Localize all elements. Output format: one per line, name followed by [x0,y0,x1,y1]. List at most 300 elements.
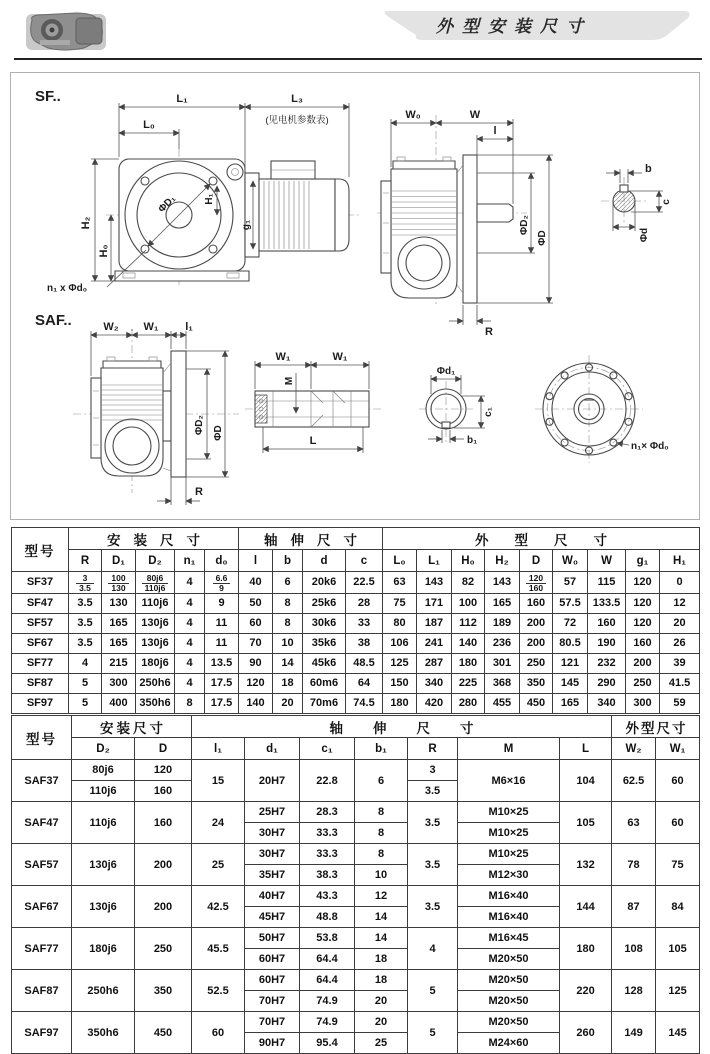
column-header: W₀ [553,550,588,572]
value-cell: 45H7 [245,907,300,928]
sf-front-view-drawing [47,93,359,294]
value-cell: 110j6 [136,593,175,613]
value-cell: 450 [520,693,553,713]
value-cell: 45.5 [192,928,245,970]
value-cell: 11 [205,633,239,653]
value-cell: 33 [346,613,383,633]
column-header: b [273,550,303,572]
value-cell: 130j6 [72,886,135,928]
dim-label-g1: g₁ [241,219,252,231]
value-cell: 22.5 [346,572,383,594]
value-cell: 60H7 [245,949,300,970]
table-row [12,572,700,594]
model-cell: SF97 [12,693,69,713]
column-header: D₂ [136,550,175,572]
value-cell: 9 [205,593,239,613]
value-cell: 145 [656,1012,700,1054]
model-cell: SF57 [12,613,69,633]
value-cell: 14 [273,653,303,673]
value-cell: 40H7 [245,886,300,907]
saf-side-view-drawing [73,321,239,505]
value-cell: 3.5 [69,613,102,633]
value-cell: M10×25 [458,844,560,865]
column-header: W [588,550,626,572]
value-cell: 39 [660,653,700,673]
model-cell: SAF87 [12,970,72,1012]
outline-group-header: 外型尺寸 [383,528,700,550]
table-group-row [12,716,700,738]
value-cell: 4 [175,613,205,633]
value-cell: M6×16 [458,760,560,802]
dim-label-phid: Φd [639,227,650,243]
shaft-group-header: 轴伸尺寸 [239,528,383,550]
value-cell: 35H7 [245,865,300,886]
value-cell: 78 [612,844,656,886]
value-cell: 150 [383,673,417,693]
value-cell: 130j6 [136,613,175,633]
value-cell: 26 [660,633,700,653]
column-header: L₁ [417,550,452,572]
dim-label-shaft-w1a: W₁ [275,351,291,363]
value-cell: 106 [383,633,417,653]
value-cell: 215 [102,653,136,673]
value-cell: 20k6 [303,572,346,594]
value-cell: 20 [355,1012,408,1033]
dim-label-w0: W₀ [405,109,421,121]
value-cell: 160 [135,781,192,802]
dim-label-l3: L₃ [291,93,303,105]
value-cell: 300 [102,673,136,693]
value-cell: M24×60 [458,1033,560,1054]
table-row [12,802,700,823]
dim-label-c: c [661,199,672,205]
value-cell: 12 [355,886,408,907]
value-cell: 160 [588,613,626,633]
dim-label-bore-d1: Φd₁ [436,366,456,377]
column-header: D₂ [72,738,135,760]
value-cell: 70H7 [245,991,300,1012]
value-cell: 75 [383,593,417,613]
value-cell: 189 [485,613,520,633]
value-cell: 70m6 [303,693,346,713]
value-cell: 8 [355,844,408,865]
value-cell: 5 [69,693,102,713]
value-cell: 60 [239,613,273,633]
value-cell: 160 [135,802,192,844]
value-cell: 18 [355,949,408,970]
shaft-group-header: 轴伸尺寸 [192,716,612,738]
value-cell: 80.5 [553,633,588,653]
value-cell: 400 [102,693,136,713]
dim-label-l0: L₀ [143,119,155,131]
value-cell: 20 [660,613,700,633]
value-cell: 80j6 [72,760,135,781]
table-row [12,653,700,673]
value-cell: 14 [355,907,408,928]
value-cell: 30k6 [303,613,346,633]
model-cell: SF37 [12,572,69,594]
value-cell: 455 [485,693,520,713]
column-header: D₁ [102,550,136,572]
value-cell: 250h6 [136,673,175,693]
dim-label-bore-b1: b₁ [467,435,478,446]
value-cell: 87 [612,886,656,928]
value-cell: 10 [273,633,303,653]
value-cell: 350h6 [136,693,175,713]
value-cell: 200 [520,633,553,653]
value-cell: 18 [355,970,408,991]
dim-label-l1: L₁ [176,93,188,105]
table-row [12,928,700,949]
value-cell: 100 [452,593,485,613]
value-cell: 160 [520,593,553,613]
value-cell: 241 [417,633,452,653]
value-cell: 24 [192,802,245,844]
value-cell: 287 [417,653,452,673]
sf-shaft-section-drawing [601,163,672,242]
table-row [12,760,700,781]
value-cell: 280 [452,693,485,713]
value-cell: 120 [626,593,660,613]
dim-label-l1: l₁ [185,321,193,333]
value-cell: 82 [452,572,485,594]
value-cell: 8 [273,613,303,633]
outline-group-header: 外型尺寸 [612,716,700,738]
value-cell: 33.3 [300,823,355,844]
saf-bore-section-drawing [419,366,494,446]
value-cell: 15 [192,760,245,802]
dim-label-w2: W₂ [103,321,119,333]
column-header: d₀ [205,550,239,572]
value-cell: 143 [417,572,452,594]
value-cell: 70 [239,633,273,653]
dim-label-n1d0: n₁ x Φd₀ [47,283,88,294]
value-cell: 75 [656,844,700,886]
value-cell: 30H7 [245,823,300,844]
value-cell: 8 [355,802,408,823]
motor-note: (见电机参数表) [265,115,329,126]
install-group-header: 安装尺寸 [69,528,239,550]
value-cell: M10×25 [458,802,560,823]
dim-label-m: M [284,376,295,386]
value-cell: 450 [135,1012,192,1054]
column-header: c [346,550,383,572]
value-cell: M20×50 [458,949,560,970]
dim-label-w: W [469,109,481,121]
table-row [12,1012,700,1033]
value-cell: 340 [417,673,452,693]
value-cell: 125 [383,653,417,673]
column-header: l [239,550,273,572]
sf-table-body [12,572,700,714]
value-cell: 200 [520,613,553,633]
value-cell: 250 [520,653,553,673]
column-header: M [458,738,560,760]
value-cell: 52.5 [192,970,245,1012]
value-cell: 50H7 [245,928,300,949]
value-cell: $\frac{100}{130}$ [102,572,136,594]
table-row [12,886,700,907]
value-cell: 225 [452,673,485,693]
value-cell: 236 [485,633,520,653]
page-title-banner [378,10,694,42]
value-cell: 4 [175,572,205,594]
value-cell: 120 [626,613,660,633]
value-cell: $\frac{80j6}{110j6}$ [136,572,175,594]
header-rule [14,58,702,60]
value-cell: 63 [612,802,656,844]
value-cell: 4 [175,653,205,673]
column-header: D [520,550,553,572]
column-header: W₁ [656,738,700,760]
model-column-header: 型号 [12,716,72,760]
value-cell: 11 [205,613,239,633]
value-cell: 70H7 [245,1012,300,1033]
column-header: R [408,738,458,760]
value-cell: 35k6 [303,633,346,653]
value-cell: 128 [612,970,656,1012]
dim-label-shaft-w1b: W₁ [332,351,348,363]
value-cell: 12 [660,593,700,613]
value-cell: 14 [355,928,408,949]
value-cell: 50 [239,593,273,613]
value-cell: 180j6 [136,653,175,673]
value-cell: 60 [192,1012,245,1054]
dim-label-saf-d2: ΦD₂ [194,415,205,435]
saf-hollow-shaft-drawing [245,351,383,453]
value-cell: 57.5 [553,593,588,613]
value-cell: 180j6 [72,928,135,970]
value-cell: 5 [408,1012,458,1054]
value-cell: 200 [626,653,660,673]
value-cell: 63 [383,572,417,594]
table-row [12,593,700,613]
value-cell: 3.5 [408,781,458,802]
value-cell: 187 [417,613,452,633]
value-cell: 25 [192,844,245,886]
value-cell: 60 [656,802,700,844]
column-header: n₁ [175,550,205,572]
value-cell: 165 [553,693,588,713]
column-header: L₀ [383,550,417,572]
value-cell: 115 [588,572,626,594]
value-cell: 8 [355,823,408,844]
value-cell: 5 [408,970,458,1012]
column-header: H₁ [660,550,700,572]
value-cell: 120 [239,673,273,693]
value-cell: 8 [175,693,205,713]
technical-drawings [10,72,700,520]
column-header: H₂ [485,550,520,572]
model-cell: SF47 [12,593,69,613]
value-cell: 4 [69,653,102,673]
value-cell: 48.5 [346,653,383,673]
value-cell: 120 [626,572,660,594]
value-cell: 110j6 [72,802,135,844]
value-cell: 132 [560,844,612,886]
dim-label-d1: ΦD₁ [156,193,179,216]
sf-side-view-drawing [377,109,553,338]
column-header: D [135,738,192,760]
value-cell: 20 [273,693,303,713]
dim-label-l: l [493,125,497,137]
value-cell: 43.3 [300,886,355,907]
dim-label-r: R [485,326,493,338]
model-cell: SF77 [12,653,69,673]
value-cell: 180 [383,693,417,713]
dim-label-d2: ΦD₂ [519,215,530,235]
value-cell: 180 [560,928,612,970]
sf-dimension-table [11,527,700,714]
value-cell: 104 [560,760,612,802]
value-cell: 290 [588,673,626,693]
dim-label-saf-r: R [195,486,203,498]
value-cell: 112 [452,613,485,633]
value-cell: $\frac{120}{160}$ [520,572,553,594]
value-cell: M10×25 [458,823,560,844]
value-cell: 17.5 [205,693,239,713]
value-cell: 74.5 [346,693,383,713]
value-cell: M20×50 [458,991,560,1012]
value-cell: 165 [102,633,136,653]
value-cell: 18 [273,673,303,693]
table-row [12,844,700,865]
value-cell: $\frac{3}{3.5}$ [69,572,102,594]
value-cell: M16×40 [458,907,560,928]
value-cell: 165 [102,613,136,633]
value-cell: 4 [408,928,458,970]
dim-label-w1: W₁ [143,321,159,333]
value-cell: 3.5 [408,802,458,844]
value-cell: 17.5 [205,673,239,693]
saf-flange-front-drawing [535,355,669,463]
model-cell: SF87 [12,673,69,693]
value-cell: 8 [273,593,303,613]
dim-label-d: ΦD [537,230,548,246]
value-cell: 62.5 [612,760,656,802]
column-header: L [560,738,612,760]
value-cell: 250h6 [72,970,135,1012]
model-cell: SAF57 [12,844,72,886]
table-row [12,970,700,991]
column-header: d [303,550,346,572]
dim-label-h0: H₀ [98,244,110,258]
table-row [12,673,700,693]
value-cell: 149 [612,1012,656,1054]
column-header: R [69,550,102,572]
value-cell: 38.3 [300,865,355,886]
value-cell: 13.5 [205,653,239,673]
value-cell: 48.8 [300,907,355,928]
value-cell: 140 [452,633,485,653]
value-cell: 140 [239,693,273,713]
value-cell: 105 [560,802,612,844]
value-cell: 125 [656,970,700,1012]
value-cell: 130 [102,593,136,613]
value-cell: 25 [355,1033,408,1054]
table-row [12,693,700,713]
value-cell: 6 [355,760,408,802]
value-cell: 60m6 [303,673,346,693]
value-cell: 200 [135,886,192,928]
column-header: b₁ [355,738,408,760]
value-cell: 90H7 [245,1033,300,1054]
model-cell: SAF77 [12,928,72,970]
value-cell: 45k6 [303,653,346,673]
value-cell: M12×30 [458,865,560,886]
value-cell: 160 [626,633,660,653]
dim-label-b: b [645,163,652,175]
model-cell: SAF47 [12,802,72,844]
value-cell: 220 [560,970,612,1012]
model-cell: SAF97 [12,1012,72,1054]
value-cell: 41.5 [660,673,700,693]
value-cell: M16×45 [458,928,560,949]
column-header: d₁ [245,738,300,760]
value-cell: 180 [452,653,485,673]
value-cell: 74.9 [300,991,355,1012]
value-cell: 420 [417,693,452,713]
value-cell: 53.8 [300,928,355,949]
value-cell: 6 [273,572,303,594]
value-cell: 350 [135,970,192,1012]
value-cell: 60H7 [245,970,300,991]
value-cell: 33.3 [300,844,355,865]
value-cell: 64.4 [300,970,355,991]
value-cell: 72 [553,613,588,633]
value-cell: 250 [135,928,192,970]
value-cell: 60 [656,760,700,802]
value-cell: 22.8 [300,760,355,802]
dim-label-h2: H₂ [80,216,92,230]
value-cell: 30H7 [245,844,300,865]
value-cell: 368 [485,673,520,693]
value-cell: 4 [175,633,205,653]
column-header: W₂ [612,738,656,760]
value-cell: 4 [175,673,205,693]
value-cell: 28.3 [300,802,355,823]
sf-section-label: SF.. [35,88,61,105]
value-cell: 350 [520,673,553,693]
value-cell: 145 [553,673,588,693]
dim-label-saf-d: ΦD [213,425,224,441]
model-cell: SAF37 [12,760,72,802]
page-title: 外型安装尺寸 [436,17,592,36]
value-cell: 130j6 [72,844,135,886]
value-cell: 64 [346,673,383,693]
value-cell: 301 [485,653,520,673]
value-cell: 120 [135,760,192,781]
value-cell: 130j6 [136,633,175,653]
saf-dimension-table [11,715,700,1054]
value-cell: 64.4 [300,949,355,970]
value-cell: 144 [560,886,612,928]
install-group-header: 安装尺寸 [72,716,192,738]
gearmotor-photo [24,8,108,54]
dim-label-h1: H₁ [204,193,215,205]
saf-section-label: SAF.. [35,312,72,329]
value-cell: $\frac{6.6}{9}$ [205,572,239,594]
value-cell: 3.5 [69,633,102,653]
value-cell: 3.5 [69,593,102,613]
value-cell: 57 [553,572,588,594]
value-cell: 165 [485,593,520,613]
sf-table-colrow [12,550,700,572]
value-cell: 25H7 [245,802,300,823]
column-header: H₀ [452,550,485,572]
value-cell: 200 [135,844,192,886]
value-cell: M16×40 [458,886,560,907]
